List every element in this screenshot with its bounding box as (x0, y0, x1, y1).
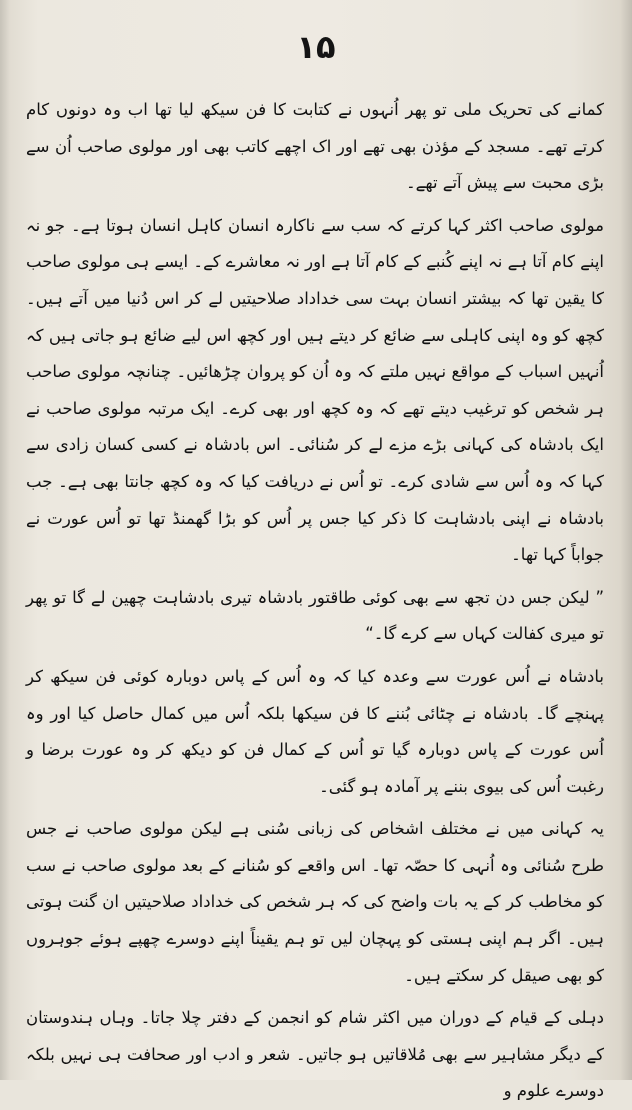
paragraph-2: مولوی صاحب اکثر کہا کرتے کہ سب سے ناکارہ انسان کاہل انسان ہوتا ہے۔ جو نہ اپنے کام آتا ہے نہ اپنے کُنبے کے کام آتا ہے اور نہ معاشرے کے۔ ایسے ہی مولوی صاحب کا یقین تھا کہ بیشتر انسان بہت سی خداداد صلاحیتیں لے کر اس دُنیا میں آتے ہیں۔ کچھ کو وہ اپنی کاہلی سے ضائع کر دیتے ہیں اور کچھ اس لیے ضائع ہو جاتی ہیں کہ اُنہیں اسباب کے مواقع نہیں ملتے کہ وہ اُن کو پروان چڑھائیں۔ چنانچہ مولوی صاحب ہر شخص کو ترغیب دیتے تھے کہ وہ کچھ اور بھی کرے۔ ایک مرتبہ مولوی صاحب نے ایک بادشاہ کی کہانی بڑے مزے لے کر سُنائی۔ اس بادشاہ نے کسی کسان زادی سے کہا کہ وہ اُس سے شادی کرے۔ تو اُس نے دریافت کیا کہ وہ کچھ جانتا بھی ہے۔ جب بادشاہ نے اپنی بادشاہت کا ذکر کیا جس پر اُس کو بڑا گھمنڈ تھا تو اُس عورت نے جواباً کہا تھا۔ (26, 215, 604, 565)
paragraph-4: بادشاہ نے اُس عورت سے وعدہ کیا کہ وہ اُس کے پاس دوبارہ کوئی فن سیکھ کر پہنچے گا۔ بادشاہ نے چٹائی بُننے کا فن سیکھا بلکہ اُس میں کمال حاصل کیا اور وہ اُس عورت کے پاس دوبارہ گیا تو اُس کے کمال فن کو دیکھ کر وہ عورت برضا و رغبت اُس کی بیوی بننے پر آمادہ ہو گئی۔ (26, 666, 604, 796)
paragraph-1: کمانے کی تحریک ملی تو پھر اُنہوں نے کتابت کا فن سیکھ لیا تھا اب وہ دونوں کام کرتے تھے۔ مسجد کے مؤذن بھی تھے اور اک اچھے کاتب بھی اور مولوی صاحب اُن سے بڑی محبت سے پیش آتے تھے۔ (26, 100, 604, 193)
paragraph-6: دہلی کے قیام کے دوران میں اکثر شام کو انجمن کے دفتر چلا جاتا۔ وہاں ہندوستان کے دیگر مشاہیر سے بھی مُلاقاتیں ہو جاتیں۔ شعر و ادب اور صحافت ہی نہیں بلکہ دوسرے علوم و (26, 1008, 604, 1101)
paragraph-5: یہ کہانی میں نے مختلف اشخاص کی زبانی سُنی ہے لیکن مولوی صاحب نے جس طرح سُنائی وہ اُنہی کا حصّہ تھا۔ اس واقعے کو سُنانے کے بعد مولوی صاحب نے سب کو مخاطب کر کے یہ بات واضح کی کہ ہر شخص کی خداداد صلاحیتیں ان گنت ہوتی ہیں۔ اگر ہم اپنی ہستی کو پہچان لیں تو ہم یقیناً اپنے دوسرے چھپے ہوئے جوہروں کو بھی صیقل کر سکتے ہیں۔ (26, 819, 604, 985)
scan-shadow-left (0, 0, 10, 1080)
scan-shadow-right (620, 0, 632, 1080)
body-text (26, 92, 604, 1110)
page-number: ۱۵ (296, 28, 336, 66)
paragraph-3-quote: ” لیکن جس دن تجھ سے بھی کوئی طاقتور بادشاہ تیری بادشاہت چھین لے گا تو پھر تو میری کفالت کہاں سے کرے گا۔“ (26, 587, 604, 644)
